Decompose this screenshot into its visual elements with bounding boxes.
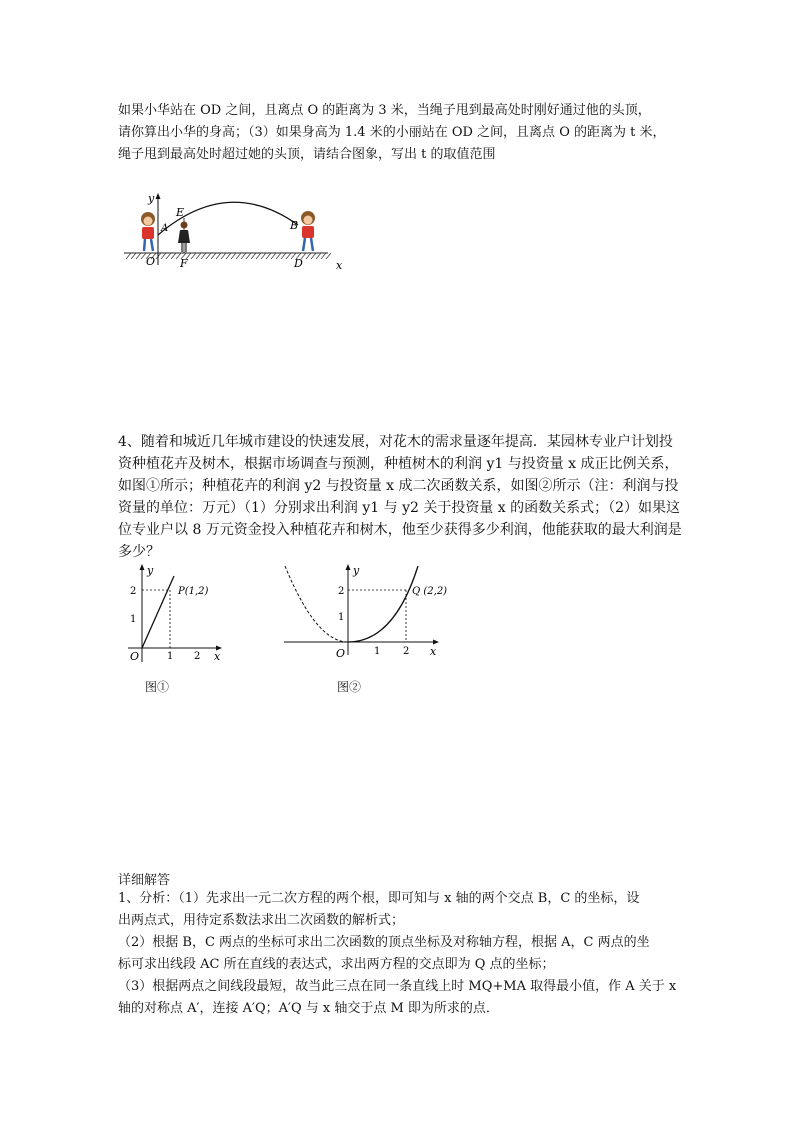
answer-line-2: 出两点式，用待定系数法求出二次函数的解析式； <box>118 913 405 928</box>
fig1-y-arrow-icon <box>140 564 145 570</box>
label-O: O <box>146 255 156 268</box>
fig2-parabola-dashed <box>285 566 348 642</box>
y-axis-label: y <box>148 192 155 205</box>
hatch-mark <box>136 253 141 259</box>
fig2-point-label: Q (2,2) <box>412 586 447 597</box>
fig1-tick-x-1: 1 <box>167 651 174 662</box>
hatch-mark <box>271 253 276 259</box>
hatch-mark <box>316 253 321 259</box>
hatch-mark <box>166 253 171 259</box>
hatch-mark <box>281 253 286 259</box>
hatch-mark <box>206 253 211 259</box>
label-E: E <box>176 206 185 219</box>
fig1-line-y1 <box>142 576 174 648</box>
hatch-mark <box>321 253 326 259</box>
fig1-tick-x-2: 2 <box>194 651 201 662</box>
answer-line-6: 轴的对称点 A′，连接 A′Q；A′Q 与 x 轴交于点 M 即为所求的点． <box>118 1001 499 1016</box>
fig1-point-label: P(1,2) <box>178 586 209 597</box>
fig1-origin: O <box>130 650 140 663</box>
hatch-mark <box>161 253 166 259</box>
label-A: A <box>161 223 169 234</box>
y-axis-arrow-icon <box>156 193 161 199</box>
problem3-text <box>118 100 678 166</box>
answer-line-3: （2）根据 B，C 两点的坐标可求出二次函数的顶点坐标及对称轴方程，根据 A，C 两点的坐 <box>118 935 650 950</box>
hatch-mark <box>261 253 266 259</box>
answers-heading: 详细解答 <box>118 873 171 888</box>
hatch-mark <box>226 253 231 259</box>
problem4-line-2: 资种植花卉及树木，根据市场调查与预测，种植树木的利润 y1 与投资量 x 成正比例关系， <box>118 456 679 472</box>
problem4-line-3: 如图①所示；种植花卉的利润 y2 与投资量 x 成二次函数关系，如图②所示（注：利润与投 <box>118 478 679 494</box>
answer-line-1: 1、分析：（1）先求出一元二次方程的两个根，即可知与 x 轴的两个交点 B，C 的坐标，设 <box>118 891 640 906</box>
fig1-tick-y-1: 1 <box>130 614 137 625</box>
problem3-line-1: 如果小华站在 OD 之间，且离点 O 的距离为 3 米，当绳子甩到最高处时刚好通过他的头顶， <box>118 103 651 118</box>
fig1-y-label: y <box>147 564 154 577</box>
hatch-mark <box>196 253 201 259</box>
label-F: F <box>180 257 188 270</box>
hatch-mark <box>216 253 221 259</box>
fig2-origin: O <box>336 647 346 660</box>
fig2-y-label: y <box>353 564 360 577</box>
hatch-mark <box>276 253 281 259</box>
fig1-tick-y-2: 2 <box>130 586 137 597</box>
right-child-figure <box>301 211 315 251</box>
left-child-figure <box>141 212 155 251</box>
problem3-line-2: 请你算出小华的身高；（3）如果身高为 1.4 米的小丽站在 OD 之间，且离点 O 的距离为 t 米， <box>118 125 666 140</box>
figure-1-graph <box>118 562 228 667</box>
x-axis-label: x <box>336 259 343 272</box>
hatch-mark <box>231 253 236 259</box>
fig2-y-arrow-icon <box>346 564 351 570</box>
fig2-tick-y-1: 1 <box>338 612 345 623</box>
problem4-line-5: 位专业户以 8 万元资金投入种植花卉和树木，他至少获得多少利润，他能获取的最大利润是 <box>118 522 682 538</box>
figure-1-caption: 图① <box>145 680 170 694</box>
fig2-x-label: x <box>430 645 437 658</box>
answer-line-4: 标可求出线段 AC 所在直线的表达式，求出两方程的交点即为 Q 点的坐标； <box>118 957 555 972</box>
problem4-line-1: 4、随着和城近几年城市建设的快速发展，对花木的需求量逐年提高．某园林专业户计划投 <box>118 434 673 450</box>
fig1-x-label: x <box>214 650 221 663</box>
hatch-mark <box>236 253 241 259</box>
fig2-tick-x-2: 2 <box>403 646 410 657</box>
hatch-mark <box>171 253 176 259</box>
hatch-mark <box>241 253 246 259</box>
hatch-mark <box>221 253 226 259</box>
fig2-parabola-solid <box>348 566 418 642</box>
fig2-tick-y-2: 2 <box>338 586 345 597</box>
problem3-line-3: 绳子甩到最高处时超过她的头顶，请结合图象，写出 t 的取值范围 <box>118 147 496 162</box>
answers-text <box>118 888 678 1020</box>
hatch-mark <box>311 253 316 259</box>
hatch-mark <box>266 253 271 259</box>
fig2-x-arrow-icon <box>433 640 439 645</box>
hatch-mark <box>256 253 261 259</box>
problem4-line-6: 多少？ <box>118 544 160 560</box>
hatch-mark <box>306 253 311 259</box>
hatch-mark <box>246 253 251 259</box>
answer-line-5: （3）根据两点之间线段最短，故当此三点在同一条直线上时 MQ+MA 取得最小值，作 A 关于 x <box>118 979 677 994</box>
label-D: D <box>294 257 303 270</box>
hatch-mark <box>326 253 331 259</box>
problem4-line-4: 资量的单位：万元）（1）分别求出利润 y1 与 y2 关于投资量 x 的函数关系式；（2）如果这 <box>118 500 681 516</box>
figure-2-caption: 图② <box>337 680 362 694</box>
fig2-tick-x-1: 1 <box>374 646 381 657</box>
problem4-text <box>118 431 682 563</box>
figure-2-graph <box>282 560 447 670</box>
hatch-mark <box>201 253 206 259</box>
hatch-mark <box>191 253 196 259</box>
hatch-mark <box>126 253 131 259</box>
hatch-mark <box>211 253 216 259</box>
rope-figure <box>118 185 350 275</box>
label-B: B <box>290 219 299 232</box>
hatch-mark <box>131 253 136 259</box>
hatch-mark <box>251 253 256 259</box>
hatch-mark <box>286 253 291 259</box>
